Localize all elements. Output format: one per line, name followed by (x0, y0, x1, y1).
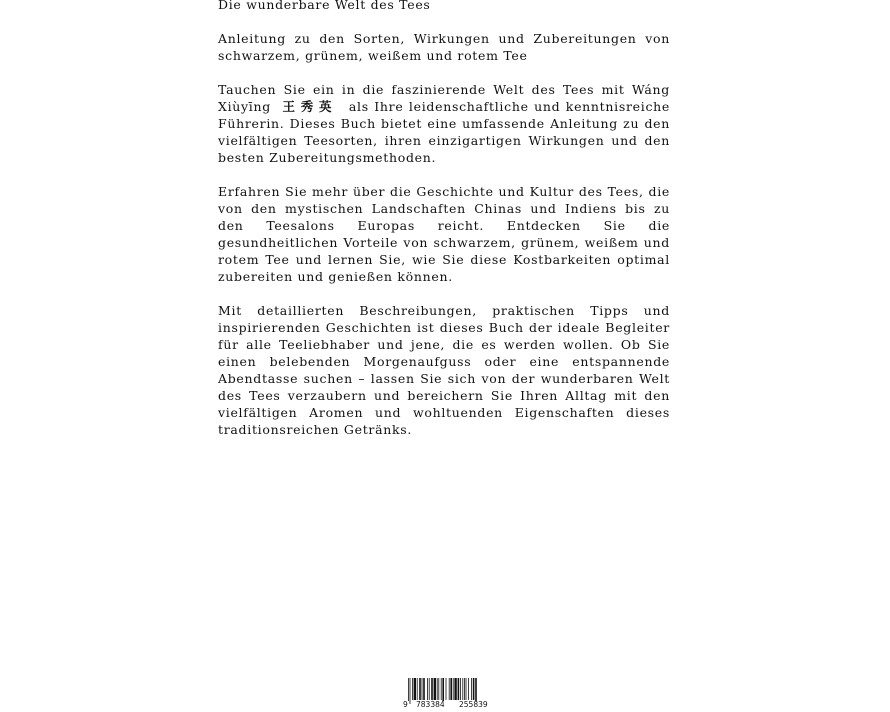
barcode-bar (458, 678, 460, 700)
barcode-bar (454, 678, 456, 700)
isbn-barcode (402, 678, 506, 710)
barcode-first-digit: 9 (403, 700, 408, 709)
barcode-bar (431, 678, 433, 700)
barcode-bar (466, 678, 467, 700)
barcode-bar (427, 678, 428, 700)
barcode-bar (438, 678, 439, 700)
book-subtitle: Anleitung zu den Sorten, Wirkungen und Zubereitungen von schwarzem, grünem, weißem und rotem Tee (218, 31, 670, 63)
history-paragraph: Erfahren Sie mehr über die Geschichte und Kultur des Tees, die von den mystischen Landschaften Chinas und Indiens bis zu den Teesalons Europas reicht. Entdecken Sie die gesundheitlichen Vorteile von schwarzem, grünem, weißem und rotem Tee und lernen Sie, wie Sie diese Kostbarkeiten optimal zubereiten und genießen können. (218, 184, 670, 284)
back-cover-text (218, 0, 670, 438)
closing-paragraph: Mit detaillierten Beschreibungen, praktischen Tipps und inspirierenden Geschichten ist dieses Buch der ideale Begleiter für alle Teeliebhaber und jene, die es werden wollen. Ob Sie einen belebenden Morgenaufguss oder eine entspannende Abendtasse suchen – lassen Sie sich von der wunderbaren Welt des Tees verzaubern und bereichern Sie Ihren Alltag mit den vielfältigen Aromen und wohltuenden Eigenschaften dieses traditionsreichen Getränks. (218, 303, 670, 437)
barcode-left-group: 783384 (416, 700, 445, 709)
barcode-bar (449, 678, 450, 700)
barcode-bar (464, 678, 465, 700)
barcode-bar (468, 678, 469, 700)
barcode-bar (422, 678, 423, 700)
barcode-bar (429, 678, 430, 700)
author-chinese-name: 王秀英 (282, 99, 338, 114)
barcode-bar (473, 678, 475, 700)
intro-text-before: Tauchen Sie ein in die faszinierende Welt des Tees mit Wáng Xiùyīng (218, 82, 670, 114)
barcode-bar (437, 678, 438, 700)
intro-text-after: als Ihre leidenschaftliche und kenntnisreiche Führerin. Dieses Buch bietet eine umfassende Anleitung zu den vielfältigen Teesorten, ihren einzigartigen Wirkungen und den besten Zubereitungsmethoden. (218, 99, 670, 165)
barcode-bar (412, 678, 413, 700)
barcode-bar (446, 678, 447, 700)
book-title: Die wunderbare Welt des Tees (218, 0, 431, 12)
barcode-bar (410, 678, 411, 704)
barcode-bar (423, 678, 425, 700)
intro-paragraph (218, 81, 670, 166)
barcode-bar (462, 678, 463, 700)
barcode-bar (419, 678, 421, 700)
barcode-bar (441, 678, 442, 700)
barcode-right-group: 255839 (459, 700, 488, 709)
barcode-bar (453, 678, 454, 700)
barcode-bar (471, 678, 472, 700)
barcode-bar (414, 678, 416, 700)
barcode-bar (460, 678, 461, 700)
barcode-bar (434, 678, 436, 700)
barcode-bar (417, 678, 418, 700)
barcode-bar (450, 678, 452, 700)
